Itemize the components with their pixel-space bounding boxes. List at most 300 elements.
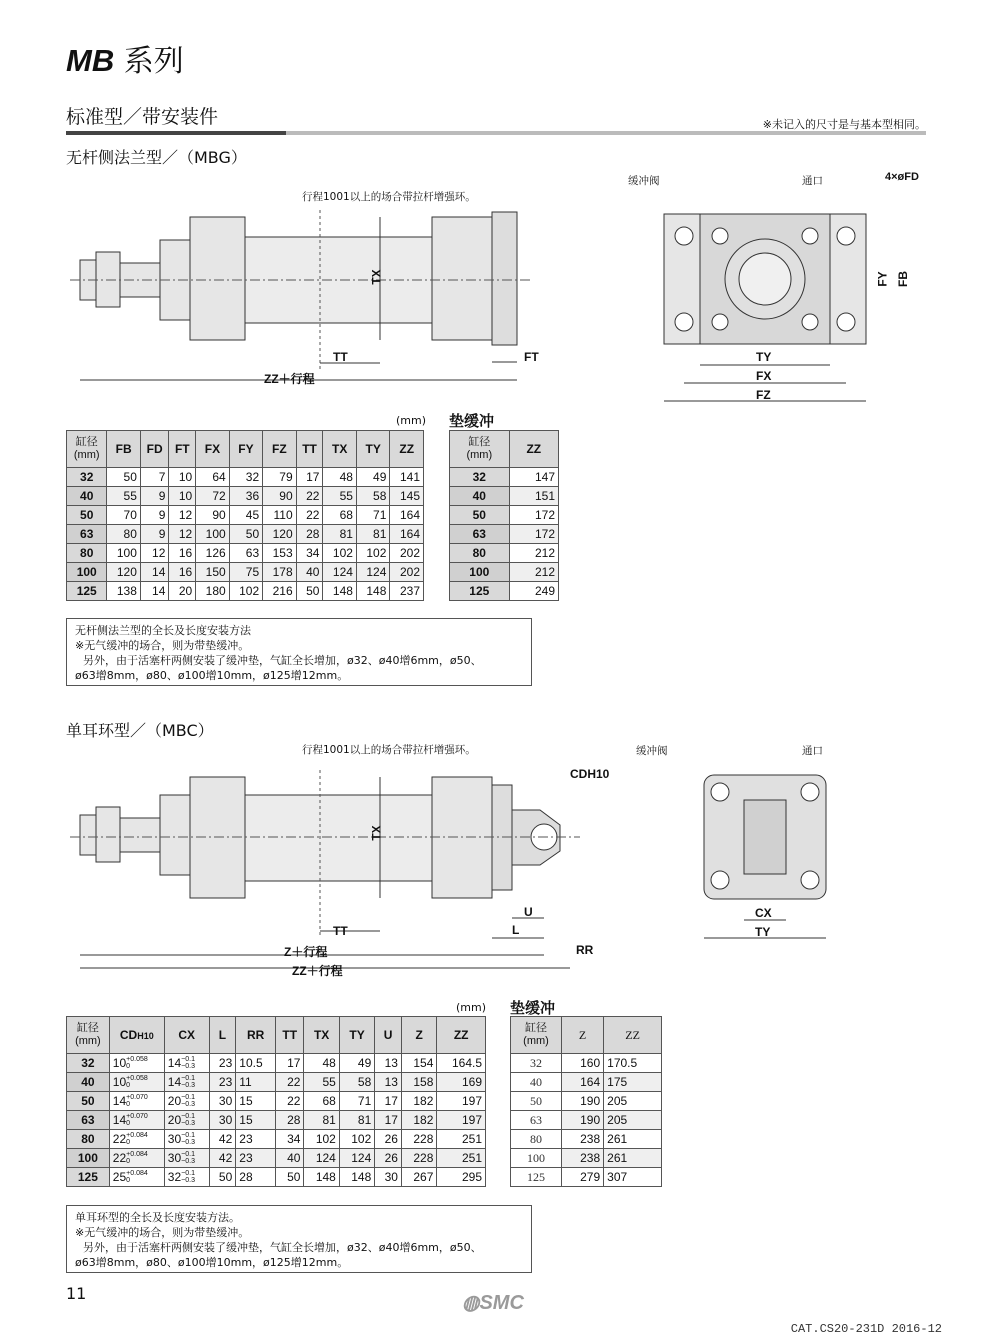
table-cell: 160 bbox=[561, 1054, 603, 1073]
cd-cell bbox=[109, 1054, 164, 1073]
table-cell: 197 bbox=[437, 1092, 486, 1111]
col-header: TY bbox=[339, 1017, 374, 1054]
table-row bbox=[450, 468, 559, 487]
mbc-u-label: U bbox=[524, 905, 533, 919]
cd-value: 14 bbox=[112, 1094, 127, 1108]
cd-cell bbox=[109, 1073, 164, 1092]
mbc-valve-label: 缓冲阀 bbox=[636, 745, 668, 757]
bore-cell: 80 bbox=[67, 1130, 110, 1149]
mbc-cushion-title: 垫缓冲 bbox=[510, 999, 556, 1017]
table-cell: 80 bbox=[107, 525, 140, 544]
table-cell: 190 bbox=[561, 1111, 603, 1130]
table-cell: 178 bbox=[263, 563, 296, 582]
table-cell: 102 bbox=[323, 544, 356, 563]
table-cell: 15 bbox=[236, 1111, 276, 1130]
table-cell: 16 bbox=[169, 563, 196, 582]
note-line: ø63增8mm，ø80、ø100增10mm，ø125增12mm。 bbox=[75, 669, 349, 682]
col-header: TX bbox=[304, 1017, 339, 1054]
table-row bbox=[67, 1111, 486, 1130]
bore-cell: 63 bbox=[67, 1111, 110, 1130]
table-cell: 50 bbox=[296, 582, 323, 601]
cd-tolerance bbox=[126, 1113, 148, 1127]
table-cell: 164.5 bbox=[437, 1054, 486, 1073]
note-line: ※无气缓冲的场合，则为带垫缓冲。 bbox=[75, 639, 250, 652]
cd-tolerance bbox=[126, 1056, 148, 1070]
table-cell: 55 bbox=[107, 487, 140, 506]
col-header: FZ bbox=[263, 431, 296, 468]
mbc-side-drawing bbox=[60, 755, 600, 975]
tol-lower: −0.3 bbox=[181, 1101, 195, 1108]
mbc-ty-label: TY bbox=[755, 925, 771, 939]
table-cell: 42 bbox=[209, 1149, 236, 1168]
tol-lower: −0.3 bbox=[181, 1177, 195, 1184]
mbg-side-drawing bbox=[60, 200, 540, 390]
table-cell: 48 bbox=[323, 468, 356, 487]
mbg-ft-label: FT bbox=[524, 350, 539, 364]
table-cell: 11 bbox=[236, 1073, 276, 1092]
col-header: Z bbox=[561, 1017, 603, 1054]
table-cell: 26 bbox=[375, 1149, 402, 1168]
bore-cell: 125 bbox=[67, 582, 107, 601]
bore-cell: 100 bbox=[67, 563, 107, 582]
cd-tolerance bbox=[126, 1075, 148, 1089]
table-cell: 164 bbox=[561, 1073, 603, 1092]
table-cell: 13 bbox=[375, 1073, 402, 1092]
table-row bbox=[67, 582, 424, 601]
table-cell: 9 bbox=[140, 525, 168, 544]
tol-upper: +0.070 bbox=[126, 1094, 148, 1101]
cd-tolerance bbox=[126, 1151, 148, 1165]
smc-logo: ◍SMC bbox=[462, 1292, 524, 1314]
tol-upper: +0.084 bbox=[126, 1132, 148, 1139]
table-cell: 124 bbox=[323, 563, 356, 582]
table-cell: 20 bbox=[169, 582, 196, 601]
table-cell: 30 bbox=[209, 1092, 236, 1111]
table-cell: 22 bbox=[276, 1092, 304, 1111]
table-cell: 100 bbox=[196, 525, 229, 544]
table-cell: 34 bbox=[276, 1130, 304, 1149]
cd-cell bbox=[109, 1168, 164, 1187]
mbc-tt-label: TT bbox=[333, 924, 348, 938]
tol-lower: 0 bbox=[126, 1120, 131, 1127]
series-title: MB 系列 bbox=[66, 43, 184, 79]
tol-upper: +0.084 bbox=[126, 1170, 148, 1177]
table-cell: 148 bbox=[304, 1168, 339, 1187]
table-cell: 36 bbox=[229, 487, 262, 506]
table-cell: 180 bbox=[196, 582, 229, 601]
mbc-zz-label: ZZ＋行程 bbox=[292, 964, 343, 978]
table-cell: 50 bbox=[209, 1168, 236, 1187]
mbg-ty-label: TY bbox=[756, 350, 772, 364]
cx-tolerance bbox=[181, 1132, 195, 1146]
tol-lower: 0 bbox=[126, 1101, 131, 1108]
table-cell: 68 bbox=[304, 1092, 339, 1111]
table-row bbox=[67, 1149, 486, 1168]
table-row bbox=[511, 1149, 662, 1168]
mbg-title: 无杆侧法兰型／（MBG） bbox=[66, 148, 247, 167]
table-cell: 182 bbox=[401, 1092, 436, 1111]
section-divider bbox=[66, 131, 926, 135]
table-cell: 48 bbox=[304, 1054, 339, 1073]
note-line: 无杆侧法兰型的全长及长度安装方法 bbox=[75, 624, 251, 637]
mbc-cushion-table bbox=[510, 1016, 662, 1187]
table-cell: 170.5 bbox=[604, 1054, 662, 1073]
mbc-unit: (mm) bbox=[456, 1001, 487, 1014]
cx-value: 32 bbox=[167, 1170, 182, 1184]
mbg-tt-label: TT bbox=[333, 350, 348, 364]
bore-cell: 40 bbox=[450, 487, 510, 506]
bore-cell: 80 bbox=[511, 1130, 562, 1149]
table-cell: 216 bbox=[263, 582, 296, 601]
table-cell: 30 bbox=[375, 1168, 402, 1187]
tol-upper: +0.058 bbox=[126, 1075, 148, 1082]
bore-header: 缸径 (mm) bbox=[67, 431, 107, 468]
table-cell: 151 bbox=[509, 487, 558, 506]
table-cell: 148 bbox=[339, 1168, 374, 1187]
bore-cell: 125 bbox=[511, 1168, 562, 1187]
bore-cell: 80 bbox=[450, 544, 510, 563]
table-cell: 23 bbox=[209, 1073, 236, 1092]
table-cell: 182 bbox=[401, 1111, 436, 1130]
table-row bbox=[67, 468, 424, 487]
table-cell: 100 bbox=[107, 544, 140, 563]
mbg-zz-label: ZZ＋行程 bbox=[264, 372, 315, 386]
table-cell: 150 bbox=[196, 563, 229, 582]
table-cell: 12 bbox=[140, 544, 168, 563]
table-cell: 14 bbox=[140, 582, 168, 601]
table-cell: 237 bbox=[390, 582, 424, 601]
table-cell: 251 bbox=[437, 1130, 486, 1149]
table-cell: 10 bbox=[169, 468, 196, 487]
tol-lower: 0 bbox=[126, 1139, 131, 1146]
mbc-title: 单耳环型／（MBC） bbox=[66, 721, 214, 740]
table-row bbox=[511, 1111, 662, 1130]
bore-cell: 32 bbox=[67, 1054, 110, 1073]
tol-upper: −0.1 bbox=[181, 1056, 195, 1063]
table-cell: 58 bbox=[339, 1073, 374, 1092]
table-cell: 172 bbox=[509, 525, 558, 544]
col-header: FB bbox=[107, 431, 140, 468]
table-cell: 126 bbox=[196, 544, 229, 563]
table-cell: 267 bbox=[401, 1168, 436, 1187]
table-row bbox=[450, 563, 559, 582]
section-title: 标准型／带安装件 bbox=[66, 106, 219, 128]
tol-upper: −0.1 bbox=[181, 1113, 195, 1120]
table-cell: 49 bbox=[356, 468, 389, 487]
bore-cell: 40 bbox=[67, 487, 107, 506]
cd-value: 10 bbox=[112, 1056, 127, 1070]
table-cell: 40 bbox=[296, 563, 323, 582]
cd-tolerance bbox=[126, 1132, 148, 1146]
table-row bbox=[511, 1168, 662, 1187]
col-header: CX bbox=[164, 1017, 209, 1054]
table-row bbox=[67, 563, 424, 582]
col-header: ZZ bbox=[604, 1017, 662, 1054]
table-cell: 63 bbox=[229, 544, 262, 563]
bore-cell: 100 bbox=[67, 1149, 110, 1168]
tol-upper: −0.1 bbox=[181, 1170, 195, 1177]
table-row bbox=[450, 525, 559, 544]
table-cell: 22 bbox=[296, 506, 323, 525]
cx-value: 30 bbox=[167, 1151, 182, 1165]
table-cell: 190 bbox=[561, 1092, 603, 1111]
table-cell: 102 bbox=[304, 1130, 339, 1149]
table-cell: 202 bbox=[390, 563, 424, 582]
table-row bbox=[450, 506, 559, 525]
tol-lower: −0.3 bbox=[181, 1120, 195, 1127]
mbc-z-label: Z＋行程 bbox=[284, 945, 328, 959]
table-cell: 75 bbox=[229, 563, 262, 582]
note-line: 另外，由于活塞杆两侧安装了缓冲垫，气缸全长增加，ø32、ø40增6mm，ø50、 bbox=[83, 654, 482, 667]
table-cell: 7 bbox=[140, 468, 168, 487]
table-cell: 158 bbox=[401, 1073, 436, 1092]
cd-cell bbox=[109, 1111, 164, 1130]
table-cell: 81 bbox=[323, 525, 356, 544]
table-row bbox=[511, 1054, 662, 1073]
table-cell: 50 bbox=[276, 1168, 304, 1187]
col-header: ZZ bbox=[390, 431, 424, 468]
cx-cell bbox=[164, 1130, 209, 1149]
table-cell: 148 bbox=[323, 582, 356, 601]
table-cell: 90 bbox=[196, 506, 229, 525]
col-header: ZZ bbox=[509, 431, 558, 468]
bore-cell: 100 bbox=[450, 563, 510, 582]
mbg-port-label: 通口 bbox=[802, 175, 823, 187]
bore-cell: 40 bbox=[511, 1073, 562, 1092]
table-row bbox=[450, 487, 559, 506]
table-cell: 50 bbox=[229, 525, 262, 544]
table-cell: 10.5 bbox=[236, 1054, 276, 1073]
table-cell: 71 bbox=[356, 506, 389, 525]
mbg-cushion-title: 垫缓冲 bbox=[449, 412, 495, 430]
bore-cell: 50 bbox=[450, 506, 510, 525]
table-cell: 175 bbox=[604, 1073, 662, 1092]
table-cell: 23 bbox=[236, 1130, 276, 1149]
cd-cell bbox=[109, 1092, 164, 1111]
cd-tolerance bbox=[126, 1170, 148, 1184]
table-cell: 138 bbox=[107, 582, 140, 601]
cx-tolerance bbox=[181, 1113, 195, 1127]
mbc-cx-label: CX bbox=[755, 906, 772, 920]
cd-tolerance bbox=[126, 1094, 148, 1108]
cd-value: 14 bbox=[112, 1113, 127, 1127]
bore-cell: 63 bbox=[67, 525, 107, 544]
table-cell: 120 bbox=[107, 563, 140, 582]
mbg-tx-label: TX bbox=[369, 269, 384, 285]
mbg-stroke-note: 行程1001以上的场合带拉杆增强环。 bbox=[302, 191, 476, 203]
col-header: Z bbox=[401, 1017, 436, 1054]
table-cell: 205 bbox=[604, 1092, 662, 1111]
cx-cell bbox=[164, 1092, 209, 1111]
bore-cell: 32 bbox=[450, 468, 510, 487]
mbc-rr-label: RR bbox=[576, 943, 594, 957]
mbg-cushion-table bbox=[449, 430, 559, 601]
tol-upper: −0.1 bbox=[181, 1132, 195, 1139]
bore-cell: 50 bbox=[67, 506, 107, 525]
note-line: ※无气缓冲的场合，则为带垫缓冲。 bbox=[75, 1226, 250, 1239]
table-cell: 23 bbox=[236, 1149, 276, 1168]
tol-upper: +0.084 bbox=[126, 1151, 148, 1158]
table-cell: 251 bbox=[437, 1149, 486, 1168]
bore-header: 缸径 (mm) bbox=[450, 431, 510, 468]
col-header: TT bbox=[296, 431, 323, 468]
table-cell: 72 bbox=[196, 487, 229, 506]
table-cell: 13 bbox=[375, 1054, 402, 1073]
table-cell: 261 bbox=[604, 1149, 662, 1168]
cx-tolerance bbox=[181, 1075, 195, 1089]
cx-value: 14 bbox=[167, 1056, 182, 1070]
cx-value: 30 bbox=[167, 1132, 182, 1146]
table-cell: 26 bbox=[375, 1130, 402, 1149]
table-cell: 12 bbox=[169, 506, 196, 525]
cx-tolerance bbox=[181, 1056, 195, 1070]
table-cell: 212 bbox=[509, 563, 558, 582]
table-cell: 261 bbox=[604, 1130, 662, 1149]
table-cell: 28 bbox=[276, 1111, 304, 1130]
table-row bbox=[67, 525, 424, 544]
col-header: ZZ bbox=[437, 1017, 486, 1054]
table-cell: 15 bbox=[236, 1092, 276, 1111]
table-cell: 34 bbox=[296, 544, 323, 563]
tol-lower: −0.3 bbox=[181, 1063, 195, 1070]
table-cell: 81 bbox=[339, 1111, 374, 1130]
table-cell: 148 bbox=[356, 582, 389, 601]
table-cell: 102 bbox=[356, 544, 389, 563]
tol-upper: −0.1 bbox=[181, 1075, 195, 1082]
table-cell: 81 bbox=[304, 1111, 339, 1130]
table-cell: 110 bbox=[263, 506, 296, 525]
table-cell: 40 bbox=[276, 1149, 304, 1168]
table-cell: 68 bbox=[323, 506, 356, 525]
table-cell: 49 bbox=[339, 1054, 374, 1073]
table-cell: 124 bbox=[356, 563, 389, 582]
col-header: RR bbox=[236, 1017, 276, 1054]
cd-cell bbox=[109, 1130, 164, 1149]
table-cell: 14 bbox=[140, 563, 168, 582]
bore-cell: 50 bbox=[511, 1092, 562, 1111]
table-cell: 172 bbox=[509, 506, 558, 525]
mbg-fx-label: FX bbox=[756, 369, 772, 383]
cx-value: 14 bbox=[167, 1075, 182, 1089]
table-cell: 212 bbox=[509, 544, 558, 563]
table-cell: 17 bbox=[375, 1111, 402, 1130]
table-cell: 28 bbox=[236, 1168, 276, 1187]
table-cell: 22 bbox=[276, 1073, 304, 1092]
table-cell: 45 bbox=[229, 506, 262, 525]
mbc-note-box bbox=[66, 1205, 532, 1273]
cx-cell bbox=[164, 1168, 209, 1187]
mbc-front-drawing bbox=[700, 770, 830, 950]
tol-upper: −0.1 bbox=[181, 1151, 195, 1158]
mbc-l-label: L bbox=[512, 923, 520, 937]
tol-lower: −0.3 bbox=[181, 1139, 195, 1146]
table-cell: 55 bbox=[304, 1073, 339, 1092]
bore-cell: 40 bbox=[67, 1073, 110, 1092]
bore-cell: 32 bbox=[511, 1054, 562, 1073]
bore-header: 缸径 (mm) bbox=[511, 1017, 562, 1054]
tol-upper: +0.058 bbox=[126, 1056, 148, 1063]
cx-value: 20 bbox=[167, 1094, 182, 1108]
cd-value: 10 bbox=[112, 1075, 127, 1089]
cx-cell bbox=[164, 1111, 209, 1130]
bore-header: 缸径 (mm) bbox=[67, 1017, 110, 1054]
col-header: L bbox=[209, 1017, 236, 1054]
mbg-fb-label: FB bbox=[896, 271, 910, 287]
tol-lower: 0 bbox=[126, 1177, 131, 1184]
mbc-tx-label: TX bbox=[369, 825, 384, 841]
cd-value: 25 bbox=[112, 1170, 127, 1184]
cx-cell bbox=[164, 1054, 209, 1073]
bore-cell: 125 bbox=[67, 1168, 110, 1187]
table-cell: 249 bbox=[509, 582, 558, 601]
table-row bbox=[67, 1054, 486, 1073]
cx-tolerance bbox=[181, 1170, 195, 1184]
table-cell: 124 bbox=[304, 1149, 339, 1168]
table-cell: 58 bbox=[356, 487, 389, 506]
table-cell: 120 bbox=[263, 525, 296, 544]
mbc-port-label: 通口 bbox=[802, 745, 823, 757]
cx-cell bbox=[164, 1149, 209, 1168]
table-row bbox=[450, 582, 559, 601]
cd-value: 22 bbox=[112, 1132, 127, 1146]
table-cell: 9 bbox=[140, 506, 168, 525]
table-cell: 71 bbox=[339, 1092, 374, 1111]
table-cell: 307 bbox=[604, 1168, 662, 1187]
mbc-stroke-note: 行程1001以上的场合带拉杆增强环。 bbox=[302, 744, 476, 756]
table-cell: 32 bbox=[229, 468, 262, 487]
table-cell: 164 bbox=[390, 506, 424, 525]
table-cell: 64 bbox=[196, 468, 229, 487]
table-cell: 145 bbox=[390, 487, 424, 506]
table-cell: 197 bbox=[437, 1111, 486, 1130]
table-cell: 279 bbox=[561, 1168, 603, 1187]
table-cell: 30 bbox=[209, 1111, 236, 1130]
table-row bbox=[67, 1168, 486, 1187]
bore-cell: 125 bbox=[450, 582, 510, 601]
page-number: 11 bbox=[66, 1284, 87, 1303]
catalog-number: CAT.CS20-231D 2016-12 bbox=[790, 1322, 942, 1336]
col-header: U bbox=[375, 1017, 402, 1054]
table-row bbox=[511, 1130, 662, 1149]
cx-tolerance bbox=[181, 1151, 195, 1165]
table-cell: 16 bbox=[169, 544, 196, 563]
mbg-note-box bbox=[66, 618, 532, 686]
mbg-unit: (mm) bbox=[396, 414, 427, 427]
table-cell: 228 bbox=[401, 1130, 436, 1149]
table-row bbox=[511, 1092, 662, 1111]
col-header: FD bbox=[140, 431, 168, 468]
table-cell: 10 bbox=[169, 487, 196, 506]
mbg-fy-label: FY bbox=[875, 271, 890, 287]
table-cell: 90 bbox=[263, 487, 296, 506]
table-cell: 79 bbox=[263, 468, 296, 487]
table-cell: 23 bbox=[209, 1054, 236, 1073]
table-row bbox=[67, 1092, 486, 1111]
section-note: ※未记入的尺寸是与基本型相同。 bbox=[762, 118, 926, 131]
table-cell: 17 bbox=[375, 1092, 402, 1111]
mbg-fz-label: FZ bbox=[756, 388, 771, 402]
mbg-table bbox=[66, 430, 424, 601]
table-cell: 102 bbox=[339, 1130, 374, 1149]
col-header: FX bbox=[196, 431, 229, 468]
bore-cell: 100 bbox=[511, 1149, 562, 1168]
mbc-cd-label: CDH10 bbox=[570, 767, 610, 781]
tol-lower: 0 bbox=[126, 1158, 131, 1165]
note-line: 单耳环型的全长及长度安装方法。 bbox=[75, 1211, 240, 1224]
col-header: FT bbox=[169, 431, 196, 468]
table-cell: 238 bbox=[561, 1149, 603, 1168]
table-cell: 9 bbox=[140, 487, 168, 506]
